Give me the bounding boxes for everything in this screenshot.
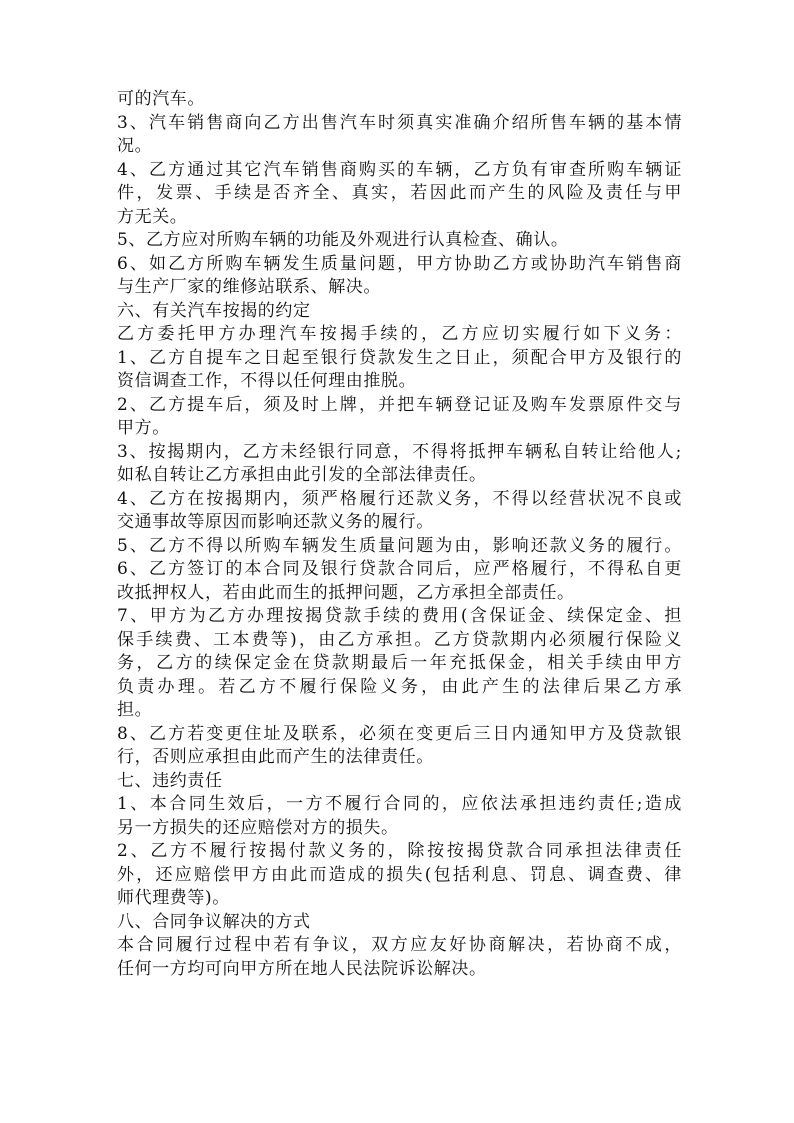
text-line: 负责办理。若乙方不履行保险义务，由此产生的法律后果乙方承	[117, 676, 682, 697]
text-line: 如私自转让乙方承担由此引发的全部法律责任。	[117, 465, 487, 485]
text-line: 另一方损失的还应赔偿对方的损失。	[117, 817, 399, 838]
text-line: 4、乙方在按揭期内，须严格履行还款义务，不得以经营状况不良或	[117, 488, 682, 509]
text-line: 4、乙方通过其它汽车销售商购买的车辆，乙方负有审查所购车辆证	[117, 159, 682, 180]
text-line: 5、乙方应对所购车辆的功能及外观进行认真检查、确认。	[117, 230, 569, 250]
text-line: 行，否则应承担由此而产生的法律责任。	[117, 747, 434, 767]
text-line: 1、本合同生效后，一方不履行合同的，应依法承担违约责任;造成	[117, 794, 682, 814]
text-line: 1、乙方自提车之日起至银行贷款发生之日止，须配合甲方及银行的	[117, 347, 682, 368]
text-line: 2、乙方提车后，须及时上牌，并把车辆登记证及购车发票原件交与	[117, 394, 682, 415]
text-line: 与生产厂家的维修站联系、解决。	[117, 277, 381, 297]
text-line: 外，还应赔偿甲方由此而造成的损失(包括利息、罚息、调查费、律	[117, 864, 682, 885]
text-line: 3、按揭期内，乙方未经银行同意，不得将抵押车辆私自转让给他人;	[117, 441, 682, 462]
text-line: 交通事故等原因而影响还款义务的履行。	[117, 512, 434, 532]
document-body	[117, 88, 682, 981]
text-line: 方无关。	[117, 206, 188, 227]
text-line: 任何一方均可向甲方所在地人民法院诉讼解决。	[117, 958, 487, 979]
text-line: 6、如乙方所购车辆发生质量问题，甲方协助乙方或协助汽车销售商	[117, 253, 682, 274]
text-line: 师代理费等)。	[117, 888, 230, 908]
text-line: 担。	[117, 700, 153, 720]
text-line: 八、合同争议解决的方式	[117, 911, 311, 932]
text-line: 况。	[117, 136, 153, 156]
text-line: 件，发票、手续是否齐全、真实，若因此而产生的风险及责任与甲	[117, 183, 682, 203]
text-line: 可的汽车。	[117, 89, 205, 109]
text-line: 保手续费、工本费等)，由乙方承担。乙方贷款期内必须履行保险义	[117, 629, 682, 650]
text-line: 本合同履行过程中若有争议，双方应友好协商解决，若协商不成，	[117, 935, 682, 955]
text-line: 8、乙方若变更住址及联系，必须在变更后三日内通知甲方及贷款银	[117, 723, 682, 744]
text-line: 六、有关汽车按揭的约定	[117, 300, 311, 321]
text-line: 改抵押权人，若由此而生的抵押问题，乙方承担全部责任。	[117, 582, 575, 603]
text-line: 七、违约责任	[117, 770, 223, 791]
text-line: 7、甲方为乙方办理按揭贷款手续的费用(含保证金、续保定金、担	[117, 606, 682, 626]
text-line: 乙方委托甲方办理汽车按揭手续的，乙方应切实履行如下义务：	[117, 324, 682, 344]
text-line: 5、乙方不得以所购车辆发生质量问题为由，影响还款义务的履行。	[117, 535, 682, 556]
text-line: 甲方。	[117, 418, 170, 438]
text-line: 2、乙方不履行按揭付款义务的，除按按揭贷款合同承担法律责任	[117, 841, 682, 861]
text-line: 务，乙方的续保定金在贷款期最后一年充抵保金，相关手续由甲方	[117, 653, 682, 673]
text-line: 6、乙方签订的本合同及银行贷款合同后，应严格履行，不得私自更	[117, 559, 682, 579]
text-line: 3、汽车销售商向乙方出售汽车时须真实准确介绍所售车辆的基本情	[117, 112, 682, 133]
text-line: 资信调查工作，不得以任何理由推脱。	[117, 371, 417, 391]
